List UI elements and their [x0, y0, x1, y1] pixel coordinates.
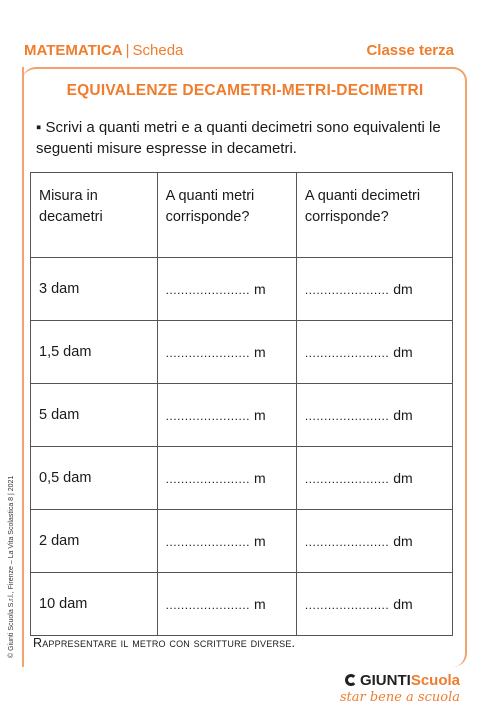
sheet-kind: Scheda — [132, 42, 184, 59]
decimeters-answer-cell[interactable] — [296, 258, 452, 321]
unit-label: dm — [393, 406, 413, 423]
answer-blank: ...................... — [304, 282, 390, 297]
table-row — [31, 573, 453, 636]
exercise-table — [30, 172, 453, 636]
meters-answer-cell[interactable] — [157, 384, 296, 447]
decimeters-answer-cell[interactable] — [296, 510, 452, 573]
meters-answer-cell[interactable] — [157, 321, 296, 384]
worksheet-title: EQUIVALENZE DECAMETRI-METRI-DECIMETRI — [66, 82, 424, 99]
measure-cell: 2 dam — [31, 510, 158, 573]
unit-label: dm — [393, 280, 413, 297]
answer-blank: ...................... — [165, 471, 250, 486]
decimeters-answer-cell[interactable] — [296, 321, 452, 384]
decimeters-answer-cell[interactable] — [296, 573, 452, 636]
table-row — [31, 321, 453, 384]
logo-tagline: star bene a scuola — [339, 690, 460, 705]
measure-cell: 1,5 dam — [31, 321, 158, 384]
answer-blank: ...................... — [165, 597, 250, 612]
unit-label: dm — [393, 532, 413, 549]
publisher-logo — [340, 672, 460, 712]
unit-label: dm — [393, 343, 413, 360]
meters-answer-cell[interactable] — [157, 258, 296, 321]
measure-cell: 5 dam — [31, 384, 158, 447]
logo-g-icon — [345, 674, 357, 686]
column-header-measure: Misura in decametri — [31, 173, 158, 258]
answer-blank: ...................... — [165, 345, 250, 360]
measure-cell: 10 dam — [31, 573, 158, 636]
measure-cell: 3 dam — [31, 258, 158, 321]
unit-label: m — [253, 343, 266, 360]
subject-separator: | — [125, 42, 130, 59]
worksheet-frame-left-edge — [22, 67, 24, 667]
subject-label — [24, 42, 183, 59]
side-credit-strip — [0, 0, 14, 722]
unit-label: m — [253, 280, 266, 297]
grade-label: Classe terza — [366, 42, 454, 59]
meters-answer-cell[interactable] — [157, 573, 296, 636]
page-header — [24, 42, 454, 64]
column-header-meters: A quanti metri corrisponde? — [157, 173, 296, 258]
logo-brand-accent: Scuola — [410, 672, 460, 689]
decimeters-answer-cell[interactable] — [296, 447, 452, 510]
footer-note: Rappresentare il metro con scritture diverse. — [33, 636, 296, 650]
logo-brand-main: GIUNTI — [359, 672, 411, 689]
answer-blank: ...................... — [304, 408, 390, 423]
table-row — [31, 384, 453, 447]
unit-label: m — [253, 406, 266, 423]
side-credit: © Giunti Scuola S.r.l., Firenze – La Vita Scolastica 8 | 2021 — [8, 475, 15, 658]
measure-cell: 0,5 dam — [31, 447, 158, 510]
unit-label: m — [253, 469, 266, 486]
table-row — [31, 447, 453, 510]
decimeters-answer-cell[interactable] — [296, 384, 452, 447]
meters-answer-cell[interactable] — [157, 447, 296, 510]
table-row — [31, 258, 453, 321]
column-header-decimeters: A quanti decimetri corrisponde? — [296, 173, 452, 258]
unit-label: dm — [393, 469, 413, 486]
unit-label: m — [253, 595, 266, 612]
unit-label: m — [253, 532, 266, 549]
table-row — [31, 510, 453, 573]
answer-blank: ...................... — [304, 597, 390, 612]
table-header-row — [31, 173, 453, 258]
answer-blank: ...................... — [165, 282, 250, 297]
answer-blank: ...................... — [165, 408, 250, 423]
answer-blank: ...................... — [304, 471, 390, 486]
subject-name: MATEMATICA — [24, 42, 123, 59]
unit-label: dm — [393, 595, 413, 612]
logo-wordmark — [345, 672, 460, 689]
instruction-text: ▪ Scrivi a quanti metri e a quanti decimetri sono equivalenti le seguenti misure espresse in decametri. — [36, 119, 441, 157]
meters-answer-cell[interactable] — [157, 510, 296, 573]
answer-blank: ...................... — [304, 345, 390, 360]
answer-blank: ...................... — [165, 534, 250, 549]
answer-blank: ...................... — [304, 534, 390, 549]
